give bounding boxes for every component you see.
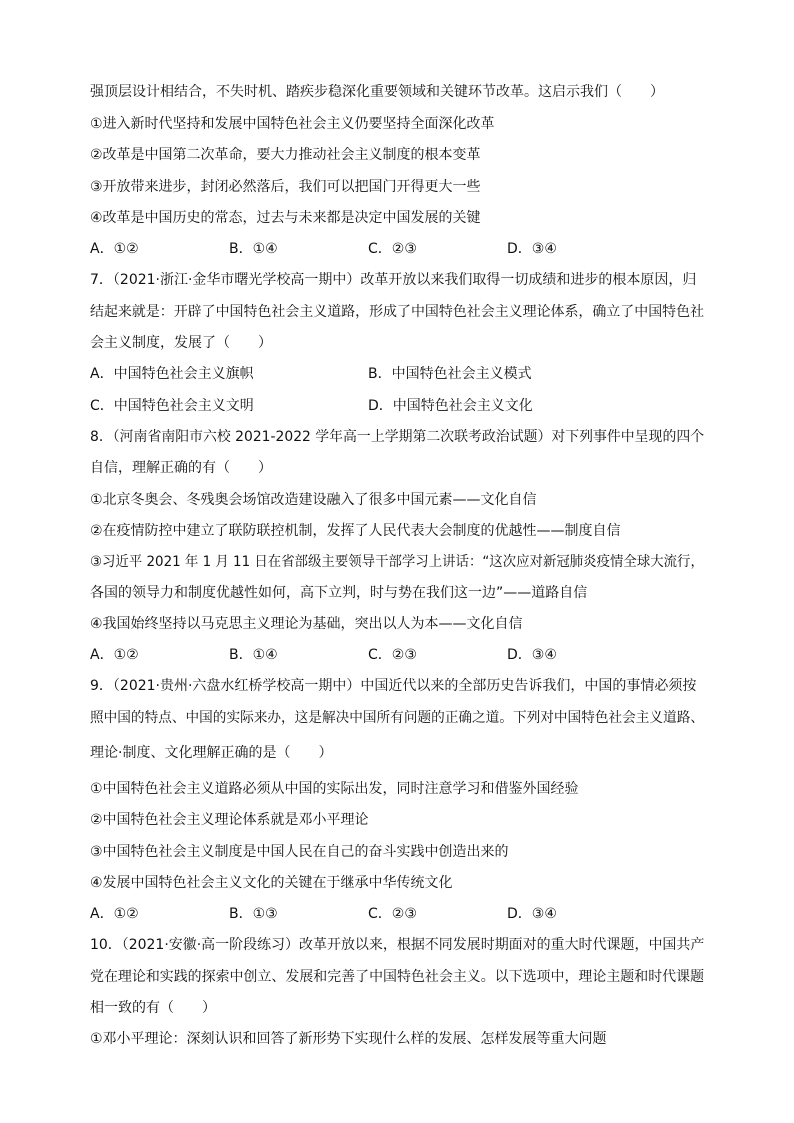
q8-item-3-line-1: ③习近平 2021 年 1 月 11 日在省部级主要领导干部学习上讲话：“这次应对新冠肺炎疫情全球大流行， — [90, 554, 704, 570]
q8-stem-line-1: 8．（河南省南阳市六校 2021-2022 学年高一上学期第二次联考政治试题）对下列事件中呈现的四个 — [90, 429, 705, 445]
q6-option-d: D．③④ — [507, 241, 557, 257]
q8-option-b: B．①④ — [229, 647, 278, 663]
q7-stem-line-3: 会主义制度，发展了（ ） — [90, 335, 272, 351]
q7-option-c: C．中国特色社会主义文明 — [90, 398, 254, 414]
q10-stem-line-1: 10．（2021·安徽·高一阶段练习）改革开放以来，根据不同发展时期面对的重大时代课题，中国共产 — [90, 937, 705, 953]
q10-stem-line-2: 党在理论和实践的探索中创立、发展和完善了中国特色社会主义。以下选项中，理论主题和时代课题 — [90, 969, 705, 985]
q8-item-2: ②在疫情防控中建立了联防联控机制，发挥了人民代表大会制度的优越性——制度自信 — [90, 523, 621, 539]
q7-option-b: B．中国特色社会主义模式 — [368, 366, 532, 382]
q8-option-d: D．③④ — [507, 647, 557, 663]
q8-stem-line-2: 自信，理解正确的有（ ） — [90, 460, 272, 476]
q6-option-c: C．②③ — [368, 241, 417, 257]
q9-item-2: ②中国特色社会主义理论体系就是邓小平理论 — [90, 812, 369, 828]
q6-item-1: ①进入新时代坚持和发展中国特色社会主义仍要坚持全面深化改革 — [90, 116, 495, 132]
q10-stem-line-3: 相一致的有（ ） — [90, 1000, 216, 1016]
q6-option-a: A．①② — [90, 241, 139, 257]
q8-option-c: C．②③ — [368, 647, 417, 663]
q9-option-a: A．①② — [90, 906, 139, 922]
q7-stem-line-1: 7．（2021·浙江·金华市曙光学校高一期中）改革开放以来我们取得一切成绩和进步的根本原因，归 — [90, 272, 697, 288]
q9-option-c: C．②③ — [368, 906, 417, 922]
q9-option-b: B．①③ — [229, 906, 278, 922]
q8-option-a: A．①② — [90, 647, 139, 663]
q7-option-a: A．中国特色社会主义旗帜 — [90, 366, 254, 382]
q7-option-d: D．中国特色社会主义文化 — [368, 398, 533, 414]
q6-option-b: B．①④ — [229, 241, 278, 257]
q8-item-4: ④我国始终坚持以马克思主义理论为基础，突出以人为本——文化自信 — [90, 616, 523, 632]
q6-item-4: ④改革是中国历史的常态，过去与未来都是决定中国发展的关键 — [90, 210, 481, 226]
q8-item-3-line-2: 各国的领导力和制度优越性如何，高下立判，时与势在我们这一边”——道路自信 — [90, 585, 588, 601]
q10-item-1: ①邓小平理论：深刻认识和回答了新形势下实现什么样的发展、怎样发展等重大问题 — [90, 1031, 607, 1047]
q9-item-3: ③中国特色社会主义制度是中国人民在自己的奋斗实践中创造出来的 — [90, 844, 509, 860]
q8-item-1: ①北京冬奥会、冬残奥会场馆改造建设融入了很多中国元素——文化自信 — [90, 492, 537, 508]
q9-item-1: ①中国特色社会主义道路必须从中国的实际出发，同时注意学习和借鉴外国经验 — [90, 781, 579, 797]
q6-item-2: ②改革是中国第二次革命，要大力推动社会主义制度的根本变革 — [90, 147, 481, 163]
q6-stem-tail: 强顶层设计相结合，不失时机、踏疾步稳深化重要领域和关键环节改革。这启示我们（ ） — [90, 84, 664, 100]
q9-option-d: D．③④ — [507, 906, 557, 922]
q7-stem-line-2: 结起来就是：开辟了中国特色社会主义道路，形成了中国特色社会主义理论体系，确立了中国特色社 — [90, 304, 705, 320]
q9-stem-line-2: 照中国的特点、中国的实际来办，这是解决中国所有问题的正确之道。下列对中国特色社会主义道路、 — [90, 710, 704, 726]
q9-stem-line-3: 理论·制度、文化理解正确的是（ ） — [90, 745, 333, 761]
q9-stem-line-1: 9．（2021·贵州·六盘水红桥学校高一期中）中国近代以来的全部历史告诉我们，中国的事情必须按 — [90, 678, 697, 694]
q9-item-4: ④发展中国特色社会主义文化的关键在于继承中华传统文化 — [90, 875, 453, 891]
q6-item-3: ③开放带来进步，封闭必然落后，我们可以把国门开得更大一些 — [90, 179, 481, 195]
